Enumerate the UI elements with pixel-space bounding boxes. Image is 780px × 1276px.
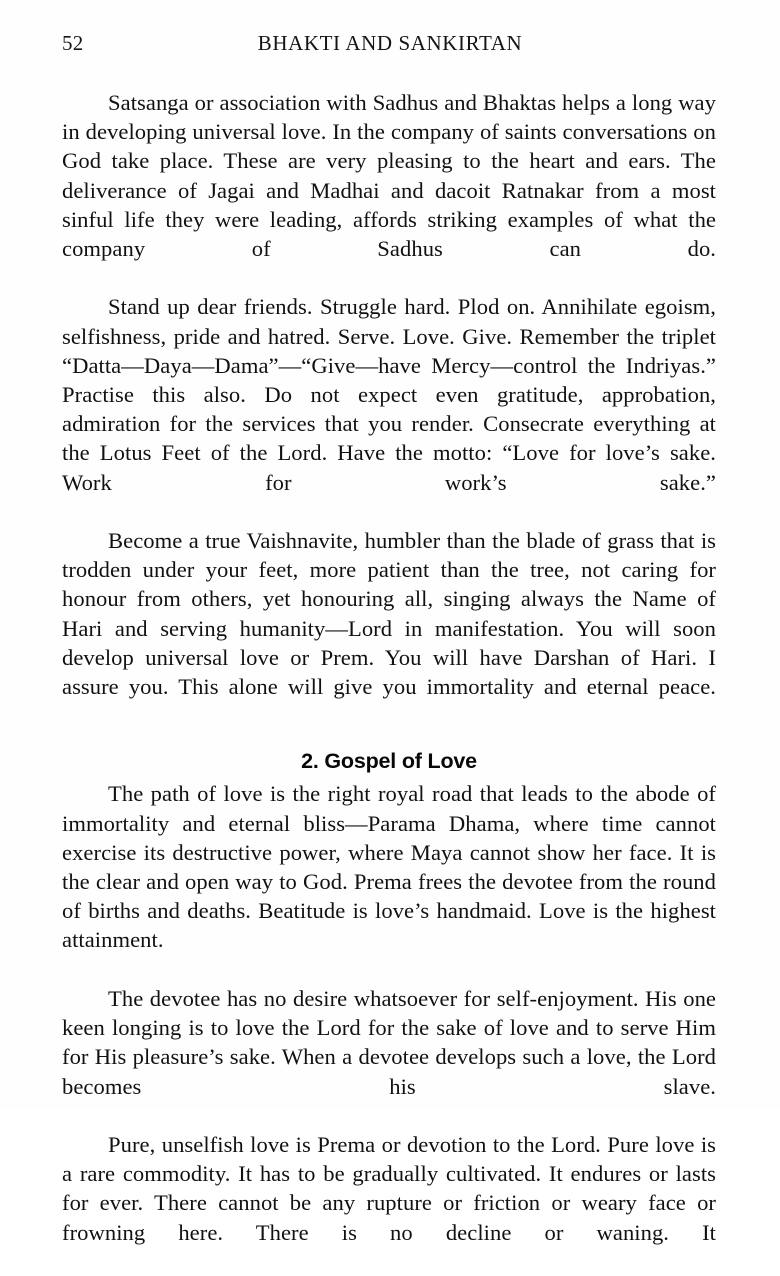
page-number: 52 [62, 31, 84, 55]
section-heading: 2. Gospel of Love [301, 749, 477, 774]
paragraph: Become a true Vaishnavite, humbler than the blade of grass that is trodden under your feet, more patient than the tree, not caring for honour from others, yet honouring all, singing always the Name of Hari and serving humanity—Lord in manifestation. You will soon develop universal love or Prem. You will have Darshan of Hari. I assure you. This alone will give you immortality and eternal peace. [62, 528, 716, 700]
running-header [0, 30, 780, 60]
paragraph: The path of love is the right royal road that leads to the abode of immortality and eternal bliss—Parama Dhama, where time cannot exercise its destructive power, where Maya cannot show her face. It is the clear and open way to God. Prema frees the devotee from the round of births and deaths. Beatitude is love’s handmaid. Love is the highest attainment. [62, 781, 716, 953]
paragraph: Pure, unselfish love is Prema or devotion to the Lord. Pure love is a rare commodity. It has to be gradually cultivated. It endures or lasts for ever. There cannot be any rupture or friction or weary face or frowning here. There is no decline or waning. It [62, 1131, 716, 1245]
running-header-title: BHAKTI AND SANKIRTAN [257, 31, 523, 55]
paragraph: The devotee has no desire whatsoever for self-enjoyment. His one keen longing is to love the Lord for the sake of love and to serve Him for His pleasure’s sake. When a devotee develops such a love, the Lord becomes his slave. [62, 985, 716, 1099]
text-body [62, 88, 716, 1276]
paragraph: Stand up dear friends. Struggle hard. Plod on. Annihilate egoism, selfishness, pride and hatred. Serve. Love. Give. Remember the triplet “Datta—Daya—Dama”—“Give—have Mercy—control the Indriyas.” Practise this also. Do not expect even gratitude, approbation, admiration for the services that you render. Consecrate everything at the Lotus Feet of the Lord. Have the motto: “Love for love’s sake. Work for work’s sake.” [62, 294, 716, 495]
paragraph: Satsanga or association with Sadhus and Bhaktas helps a long way in developing universal love. In the company of saints conversations on God take place. These are very pleasing to the heart and ears. The deliverance of Jagai and Madhai and dacoit Ratnakar from a most sinful life they were leading, affords striking examples of what the company of Sadhus can do. [62, 90, 716, 262]
